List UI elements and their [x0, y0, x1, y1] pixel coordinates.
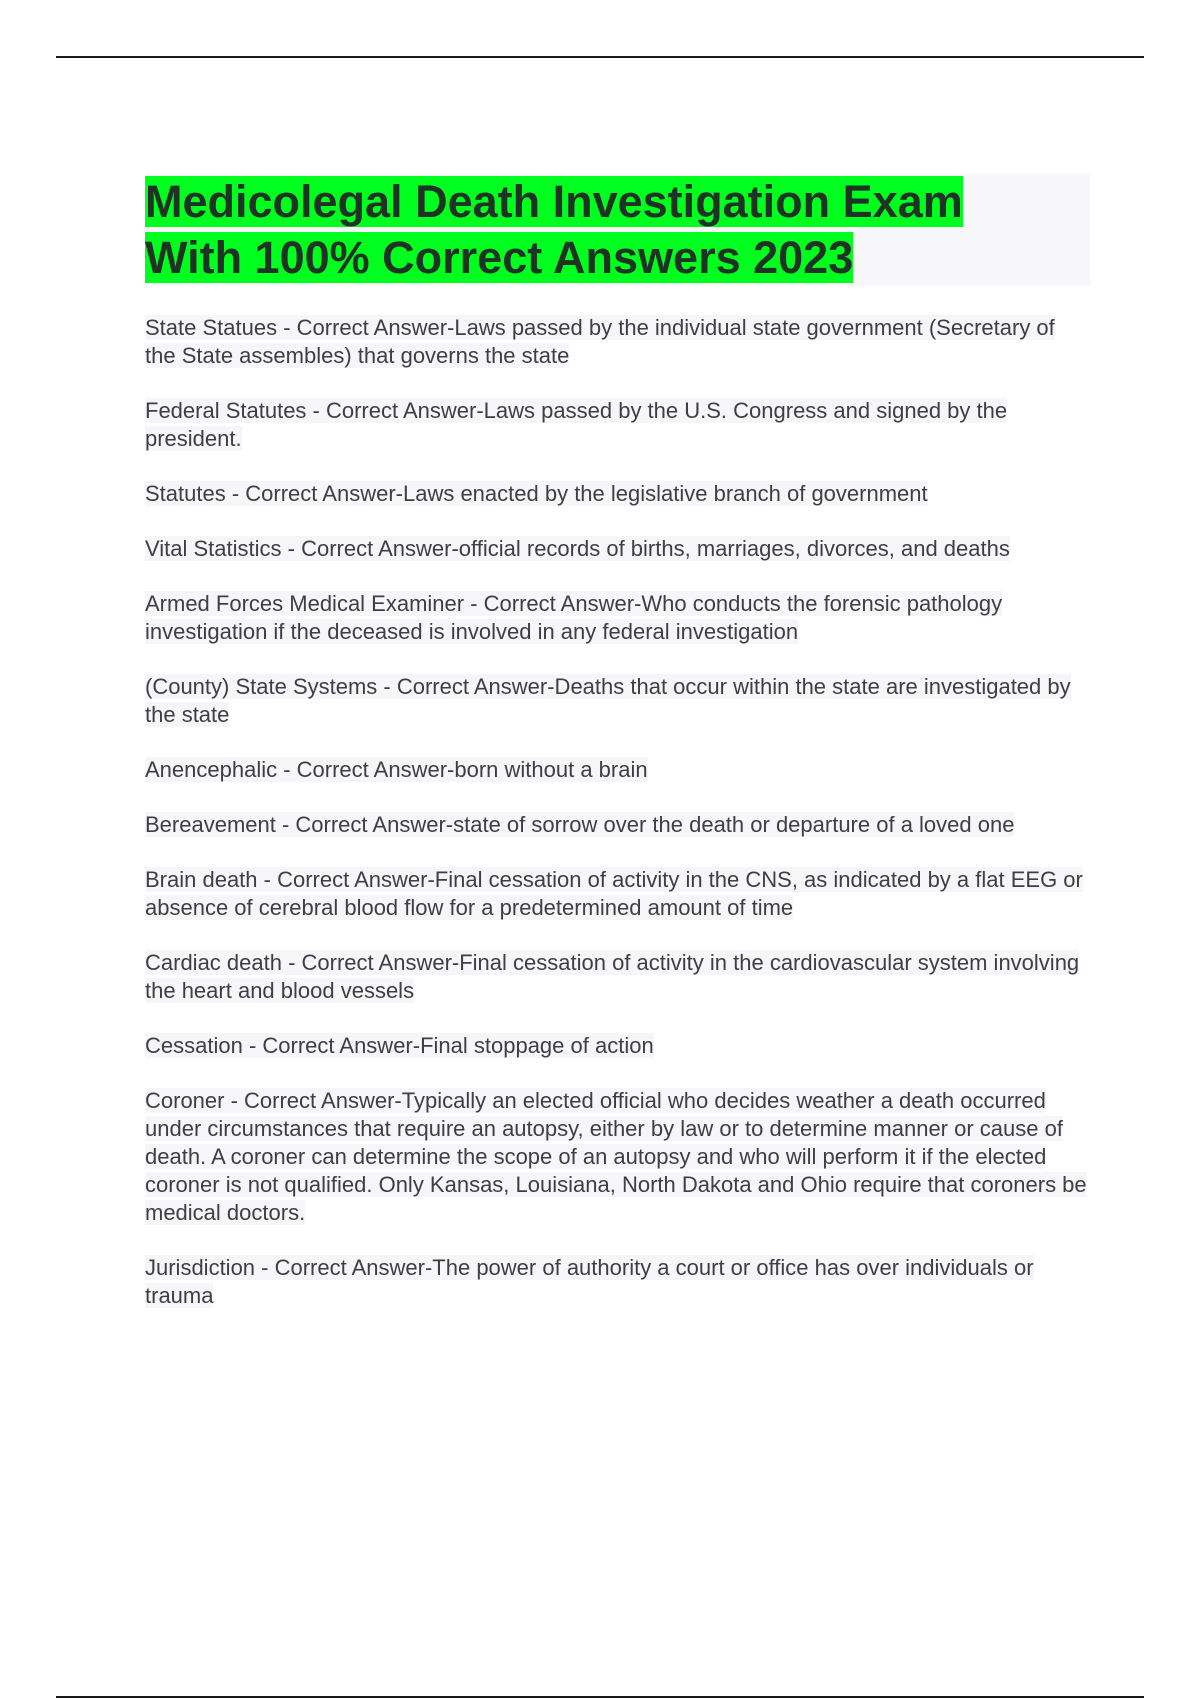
top-rule: [56, 56, 1144, 58]
document-body: [145, 174, 1090, 1337]
qa-text: Anencephalic - Correct Answer-born without a brain: [145, 757, 648, 782]
qa-list: [145, 314, 1090, 1310]
qa-item: [145, 949, 1090, 1005]
qa-item: [145, 535, 1090, 563]
qa-item: [145, 673, 1090, 729]
bottom-rule: [56, 1696, 1144, 1698]
qa-item: [145, 1087, 1090, 1227]
title-line-2: With 100% Correct Answers 2023: [145, 232, 854, 283]
document-title: [145, 174, 1090, 286]
qa-text: Brain death - Correct Answer-Final cessation of activity in the CNS, as indicated by a flat EEG or absence of cerebral blood flow for a predetermined amount of time: [145, 867, 1083, 920]
qa-text: Jurisdiction - Correct Answer-The power of authority a court or office has over individuals or trauma: [145, 1255, 1034, 1308]
title-block: [145, 174, 1090, 286]
qa-text: Statutes - Correct Answer-Laws enacted by the legislative branch of government: [145, 481, 928, 506]
qa-item: [145, 756, 1090, 784]
qa-text: Federal Statutes - Correct Answer-Laws passed by the U.S. Congress and signed by the president.: [145, 398, 1008, 451]
qa-text: Armed Forces Medical Examiner - Correct Answer-Who conducts the forensic pathology investigation if the deceased is involved in any federal investigation: [145, 591, 1003, 644]
qa-item: [145, 866, 1090, 922]
qa-item: [145, 397, 1090, 453]
qa-item: [145, 590, 1090, 646]
title-line-1: Medicolegal Death Investigation Exam: [145, 176, 963, 227]
qa-text: Coroner - Correct Answer-Typically an elected official who decides weather a death occurred under circumstances that require an autopsy, either by law or to determine manner or cause of death. A coroner can determine the scope of an autopsy and who will perform it if the elected coroner is not qualified. Only Kansas, Louisiana, North Dakota and Ohio require that coroners be medical doctors.: [145, 1088, 1087, 1225]
qa-text: Cessation - Correct Answer-Final stoppage of action: [145, 1033, 654, 1058]
qa-text: Vital Statistics - Correct Answer-official records of births, marriages, divorces, and deaths: [145, 536, 1010, 561]
qa-text: Bereavement - Correct Answer-state of sorrow over the death or departure of a loved one: [145, 812, 1015, 837]
qa-text: State Statues - Correct Answer-Laws passed by the individual state government (Secretary of the State assembles) that governs the state: [145, 315, 1055, 368]
qa-item: [145, 1254, 1090, 1310]
qa-text: Cardiac death - Correct Answer-Final cessation of activity in the cardiovascular system involving the heart and blood vessels: [145, 950, 1080, 1003]
qa-item: [145, 480, 1090, 508]
qa-item: [145, 1032, 1090, 1060]
qa-item: [145, 314, 1090, 370]
qa-text: (County) State Systems - Correct Answer-Deaths that occur within the state are investigated by the state: [145, 674, 1071, 727]
qa-item: [145, 811, 1090, 839]
